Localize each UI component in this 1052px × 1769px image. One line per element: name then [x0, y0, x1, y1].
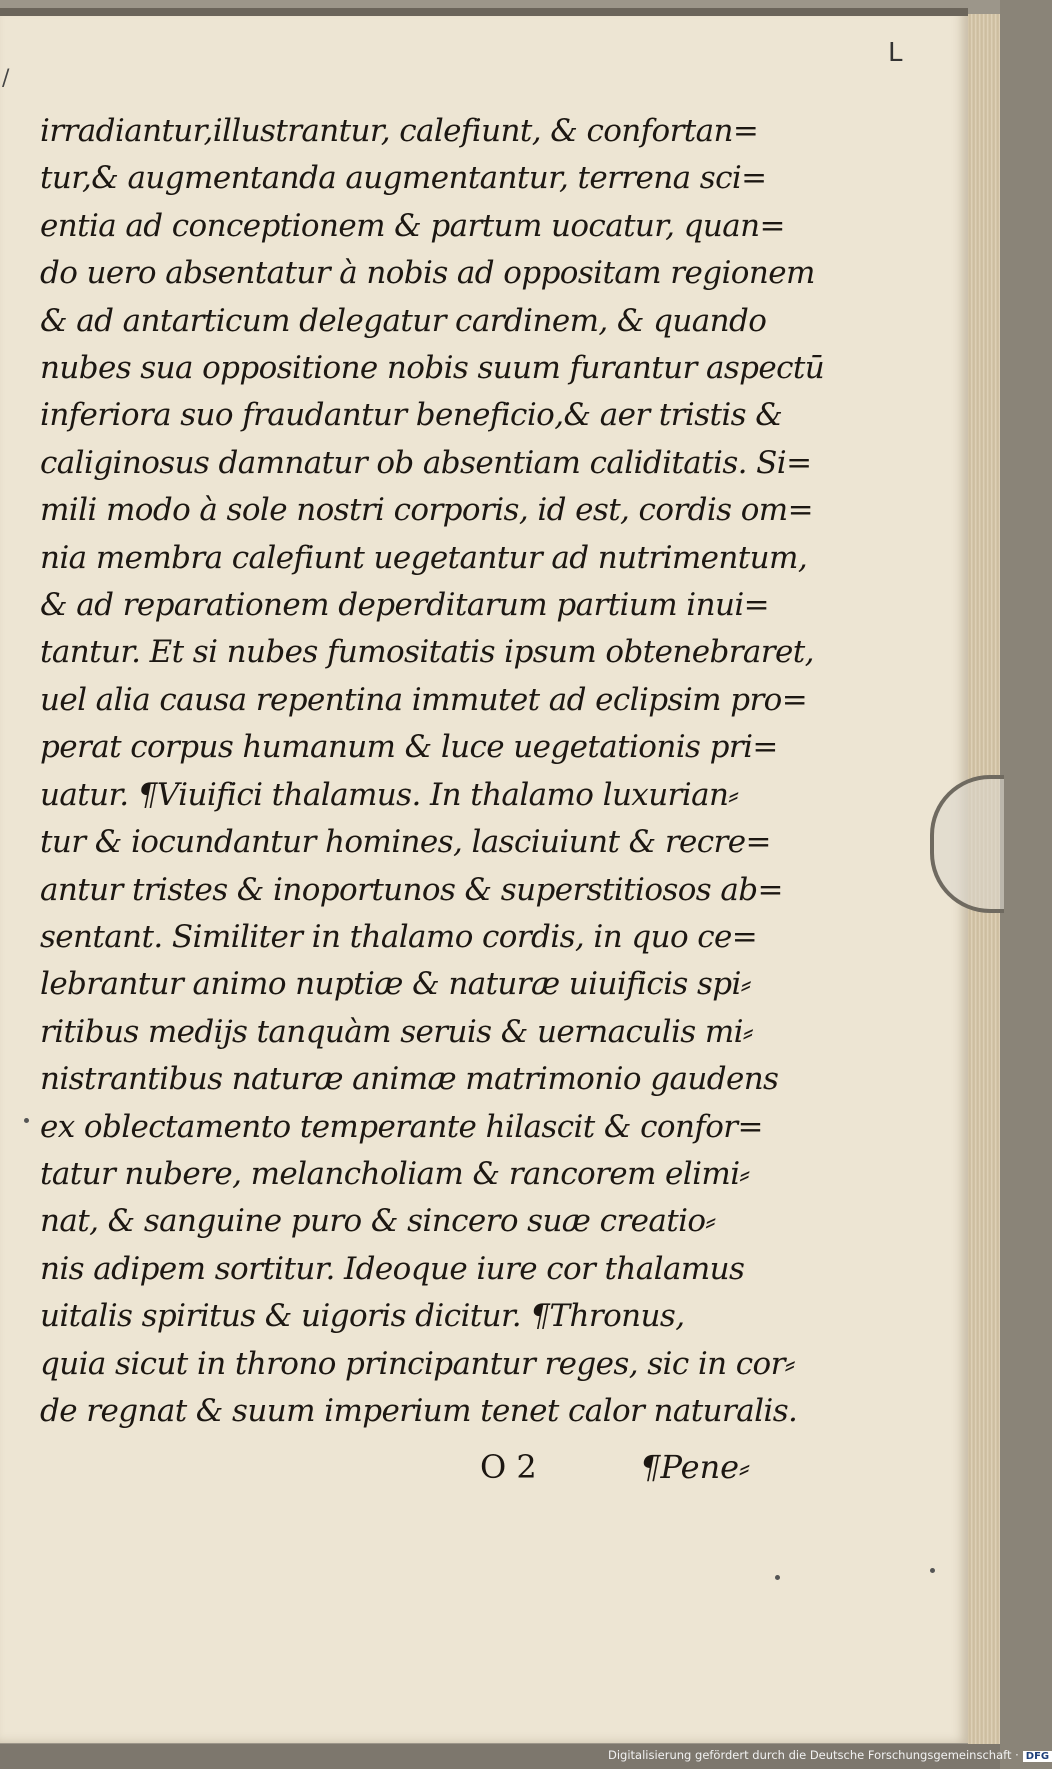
- text-line: inferiora suo fraudantur beneficio,& aer tristis &: [40, 397, 783, 434]
- text-line: nat, & sanguine puro & sincero suæ creatio⸗: [40, 1203, 716, 1240]
- text-line: uel alia causa repentina immutet ad eclipsim pro=: [40, 681, 808, 718]
- text-line: nistrantibus naturæ animæ matrimonio gaudens: [40, 1061, 779, 1098]
- text-line: sentant. Similiter in thalamo cordis, in quo ce=: [40, 918, 758, 955]
- text-line: tatur nubere, melancholiam & rancorem elimi⸗: [40, 1155, 750, 1192]
- text-line: nis adipem sortitur. Ideoque iure cor thalamus: [40, 1250, 745, 1287]
- text-line: quia sicut in throno principantur reges, sic in cor⸗: [40, 1345, 795, 1382]
- text-line: nia membra calefiunt uegetantur ad nutrimentum,: [40, 539, 808, 576]
- ink-speck: [775, 1575, 780, 1580]
- text-line: ex oblectamento temperante hilascit & confor=: [40, 1108, 763, 1145]
- text-line: tur,& augmentanda augmentantur, terrena sci=: [40, 160, 767, 197]
- text-line: ritibus medijs tanquàm seruis & uernaculis mi⸗: [40, 1013, 753, 1050]
- margin-mark: /: [2, 66, 10, 91]
- text-line: caliginosus damnatur ob absentiam caliditatis. Si=: [40, 444, 812, 481]
- corner-mark: L: [888, 38, 903, 68]
- text-line: entia ad conceptionem & partum uocatur, quan=: [40, 207, 785, 244]
- text-line: tur & iocundantur homines, lasciuiunt & recre=: [40, 824, 771, 861]
- page-top-edge: [0, 8, 968, 16]
- ink-speck: [930, 1568, 935, 1573]
- page-footer: [480, 1448, 750, 1486]
- digitization-credit: [608, 1748, 1052, 1762]
- text-line: & ad antarticum delegatur cardinem, & quando: [40, 302, 767, 339]
- text-line: perat corpus humanum & luce uegetationis pri=: [40, 729, 778, 766]
- text-line: mili modo à sole nostri corporis, id est, cordis om=: [40, 492, 813, 529]
- page-text-block: [40, 108, 825, 1435]
- credit-text: Digitalisierung gefördert durch die Deutsche Forschungsgemeinschaft ·: [608, 1748, 1019, 1762]
- text-line: lebrantur animo nuptiæ & naturæ uiuificis spi⸗: [40, 966, 751, 1003]
- book-page: [0, 8, 968, 1743]
- text-line: & ad reparationem deperditarum partium inui=: [40, 587, 770, 624]
- text-line: nubes sua oppositione nobis suum furantur aspectū: [40, 350, 825, 387]
- text-line: uitalis spiritus & uigoris dicitur. ¶Thronus,: [40, 1298, 685, 1335]
- text-line: uatur. ¶Viuifici thalamus. In thalamo luxurian⸗: [40, 776, 739, 813]
- signature-mark: O 2: [480, 1448, 537, 1486]
- text-line: do uero absentatur à nobis ad oppositam regionem: [40, 255, 815, 292]
- text-line: tantur. Et si nubes fumositatis ipsum obtenebraret,: [40, 634, 814, 671]
- ink-speck: [24, 1118, 29, 1123]
- catchword: ¶Pene⸗: [640, 1448, 750, 1486]
- text-line: irradiantur,illustrantur, calefiunt, & confortan=: [40, 113, 759, 149]
- text-line: antur tristes & inoportunos & superstitiosos ab=: [40, 871, 783, 908]
- text-line: de regnat & suum imperium tenet calor naturalis.: [40, 1392, 798, 1429]
- dfg-logo: DFG: [1023, 1751, 1052, 1762]
